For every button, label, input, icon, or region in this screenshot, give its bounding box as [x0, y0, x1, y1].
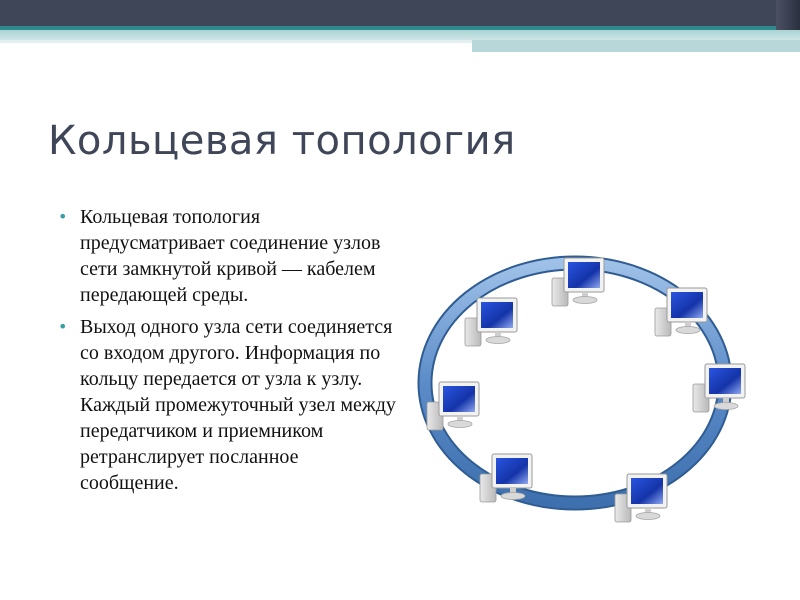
- computer-icon: [465, 298, 517, 346]
- ring-topology-svg: [400, 240, 780, 540]
- computer-icon: [480, 454, 532, 502]
- computer-icon: [427, 382, 479, 430]
- slide-title: Кольцевая топология: [48, 118, 516, 164]
- header-corner: [776, 0, 800, 30]
- ring-topology-diagram: [400, 240, 780, 540]
- bullet-icon: •: [58, 207, 68, 226]
- computer-icon: [693, 364, 745, 412]
- bullet-icon: •: [58, 317, 68, 336]
- bullet-item: [58, 204, 398, 308]
- bullet-text: Выход одного узла сети соединяется со входом другого. Информация по кольцу передается от узла к узлу. Каждый промежуточный узел между передатчиком и приемником ретранслирует посланное сообщение.: [80, 316, 396, 494]
- bullet-list: [58, 204, 398, 502]
- header-teal-band: [0, 30, 800, 40]
- header-right-band: [472, 40, 800, 52]
- computer-icon: [615, 474, 667, 522]
- header-bar: [0, 0, 800, 28]
- computer-icon: [655, 288, 707, 336]
- bullet-item: [58, 314, 398, 496]
- bullet-text: Кольцевая топология предусматривает соединение узлов сети замкнутой кривой — кабелем передающей среды.: [80, 206, 381, 306]
- header-light-strip: [0, 40, 472, 43]
